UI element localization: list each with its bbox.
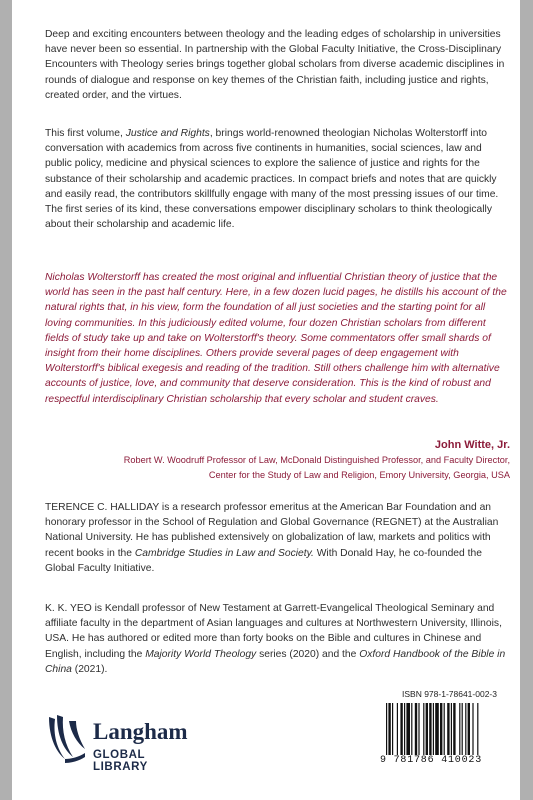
endorsement-attribution [45, 437, 510, 482]
bio-yeo-series: Majority World Theology [145, 648, 257, 660]
barcode-bar [411, 703, 412, 755]
barcode-bar [397, 703, 398, 755]
barcode [384, 703, 515, 755]
barcode-bar [386, 703, 387, 755]
publisher-name: Langham [93, 719, 188, 744]
blurb-paragraph-1: Deep and exciting encounters between theology and the leading edges of scholarship in universities have never been so essential. In partnership with the Global Faculty Initiative, the Cross-Disciplinary Encounters with Theology series brings together global scholars from diverse academic disciplines in rounds of dialogue and response on key themes of the Christian faith, including justice and rights, created order, and the virtues. [45, 29, 505, 101]
barcode-bar [426, 703, 428, 755]
barcode-bar [423, 703, 424, 755]
barcode-bar [440, 703, 442, 755]
bio-halliday-end: With Donald Hay, he co-founded the Global Faculty Initiative. [45, 547, 482, 574]
barcode-bar [400, 703, 402, 755]
barcode-bar [435, 703, 439, 755]
endorser-name: John Witte, Jr. [434, 439, 510, 451]
barcode-bar [472, 703, 473, 755]
barcode-bar [462, 703, 463, 755]
langham-lamp-icon [43, 713, 87, 763]
bio-halliday-series: Cambridge Studies in Law and Society. [134, 547, 314, 559]
barcode-bar [433, 703, 434, 755]
bio-yeo-handbook: Oxford Handbook of the Bible in China [45, 648, 506, 675]
bio-yeo-body: K. K. YEO is Kendall professor of New Testament at Garrett-Evangelical Theological Seminary and affiliate faculty in the department of Asian languages and cultures at Northwestern University, Illinois, USA. He has authored or edited more than forty books on the Bible and cultures in Chinese and English, including the [45, 603, 502, 660]
barcode-bar [447, 703, 449, 755]
barcode-bar [468, 703, 470, 755]
barcode-bar [477, 703, 478, 755]
endorser-title-line-2: Center for the Study of Law and Religion, Emory University, Georgia, USA [208, 469, 510, 480]
barcode-bar [459, 703, 460, 755]
bio-halliday-body: TERENCE C. HALLIDAY is a research professor emeritus at the American Bar Foundation and an honorary professor in the School of Regulation and Global Governance (REGNET) at the Australian National University. He has published extensively on globalization of law, markets and politics with recent books in the [45, 502, 499, 559]
barcode-bar [453, 703, 455, 755]
bio-yeo [45, 601, 510, 677]
isbn-label: ISBN 978-1-78641-002-3 [402, 689, 497, 699]
barcode-bar [429, 703, 431, 755]
barcode-bar [418, 703, 419, 755]
barcode-panel [380, 689, 519, 785]
barcode-bar [404, 703, 405, 755]
endorsement-quote: Nicholas Wolterstorff has created the most original and influential Christian theory of justice that the world has seen in the past half century. Here, in a few dozen lucid pages, he distills his account of the natural rights that, in his view, form the foundation of all just societies and the starting point for all loving communities. In this judiciously edited volume, four dozen Christian scholars from different fields of study take up and take on Wolterstorff's theory. Some commentators offer small shards of insight from their home disciplines. Others provide several pages of deep engagement with Wolterstorff's biblical exegesis and reading of the tradition. Still others challenge him with alternative accounts of justice, love, and community that deserve consideration. This is the kind of robust and respectful interdisciplinary Christian scholarship that every scholar and student craves. [45, 272, 507, 405]
blurb-2-body: , brings world-renowned theologian Nicholas Wolterstorff into conversation with academics from across five continents in humanities, social sciences, law and public policy, medicine and physical sciences to explore the salience of justice and rights for the substance of their scholarship and academic practices. In compact briefs and notes that are quickly and easily read, the contributors skillfully engage with many of the most pressing issues of our time. The first series of its kind, these conversations empower disciplinary scholars to think theologically about their scholarship and academic life. [45, 128, 499, 231]
back-cover [12, 0, 520, 800]
publisher-subtitle: GLOBAL LIBRARY [93, 749, 148, 773]
bio-yeo-end: (2021). [71, 663, 108, 675]
barcode-bar [406, 703, 410, 755]
bio-yeo-middle: series (2020) and the [256, 648, 360, 660]
blurb-2-intro: This first volume, [45, 128, 126, 139]
barcode-digits: 9 781786 410023 [380, 755, 483, 766]
bio-halliday [45, 500, 510, 576]
publisher-logo [43, 713, 203, 773]
barcode-bar [465, 703, 466, 755]
endorser-title-line-1: Robert W. Woodruff Professor of Law, McDonald Distinguished Professor, and Faculty Director, [123, 455, 510, 465]
barcode-bar [444, 703, 445, 755]
barcode-bar [451, 703, 452, 755]
barcode-bar [392, 703, 393, 755]
barcode-bar [388, 703, 390, 755]
book-title: Justice and Rights [125, 128, 210, 139]
blurb-paragraph-2 [45, 126, 510, 232]
barcode-bar [415, 703, 417, 755]
